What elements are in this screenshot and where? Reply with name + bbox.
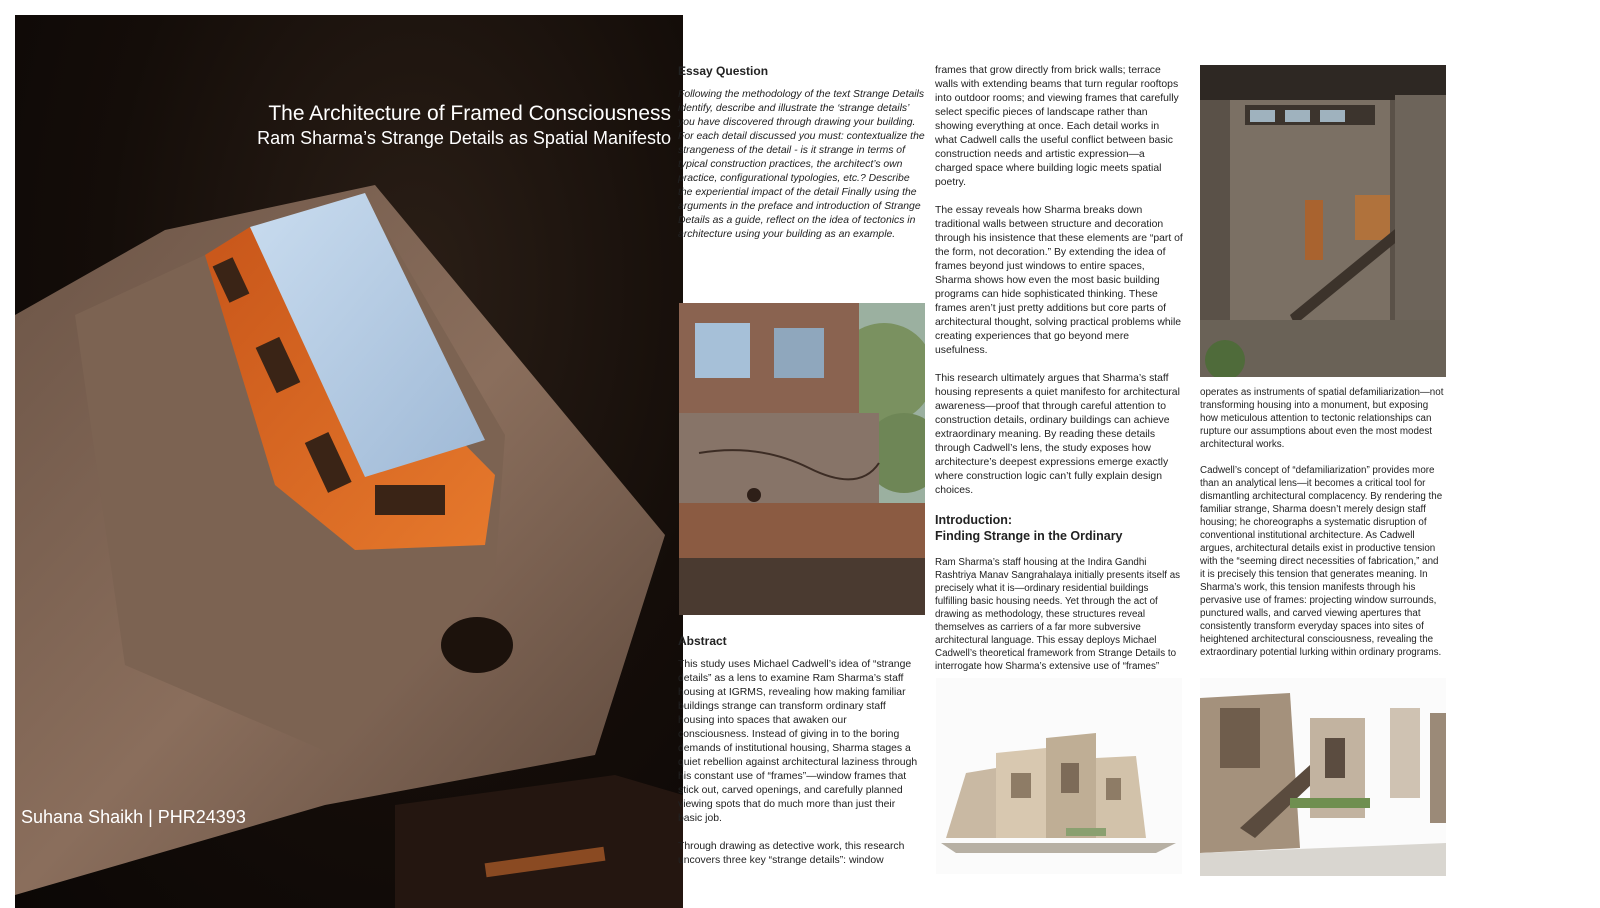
col2-paragraph-3: This research ultimately argues that Sharma’s staff housing represents a quiet manifesto for architectural awareness—proof that through careful attention to construction details, ordinary buildings can achieve extraordinary meaning. By reading these details through Cadwell’s lens, the study exposes how architecture’s deepest expressions emerge exactly where construction logic can’t fully explain design choices. xyxy=(935,373,1180,496)
column-2-text xyxy=(935,64,1183,687)
abstract-paragraph-1: This study uses Michael Cadwell’s idea of “strange details” as a lens to examine Ram Sharma’s staff housing at IGRMS, revealing how making familiar buildings strange can transform ordinary staff housing into spaces that awaken our consciousness. Instead of giving in to the boring demands of institutional housing, Sharma stages a quiet rebellion against architectural laziness through his constant use of “frames”—window frames that stick out, carved openings, and carefully planned viewing spots that do much more than just their basic job. xyxy=(678,659,918,824)
essay-question-block xyxy=(678,64,925,256)
introduction-heading xyxy=(935,512,1183,544)
cover-title-block xyxy=(257,101,671,149)
col3-paragraph-1: operates as instruments of spatial defamiliarization—not transforming housing into a monument, but exposing how meticulous attention to tectonic relationships can rupture our assumptions about even the most modest architectural works. xyxy=(1200,387,1444,450)
column-3-text xyxy=(1200,386,1446,673)
cover-title: The Architecture of Framed Consciousness xyxy=(268,102,671,125)
housing-model-render-2 xyxy=(1200,678,1446,876)
housing-model-render-1 xyxy=(936,678,1182,874)
abstract-heading: Abstract xyxy=(678,634,727,648)
introduction-heading-line-1: Introduction: xyxy=(935,513,1013,527)
abstract-paragraph-2: Through drawing as detective work, this research uncovers three key “strange details”: window xyxy=(678,841,905,866)
col3-paragraph-2: Cadwell’s concept of “defamiliarization” provides more than an analytical lens—it becomes a critical tool for dismantling architectural complacency. By rendering the familiar strange, Sharma doesn’t merely design staff housing; he choreographs a systematic disruption of conventional institutional architecture. As Cadwell argues, architectural details exist in productive tension with the “seeming direct necessities of fabrication,” and it is precisely this tension that generates meaning. In Sharma’s work, this tension manifests through his pervasive use of frames: projecting window surrounds, punctured walls, and carved viewing apertures that consistently transform everyday spaces into sites of heightened architectural consciousness, revealing the extraordinary potential lurking within ordinary programs. xyxy=(1200,465,1443,658)
essay-question-heading: Essay Question xyxy=(678,64,769,78)
cover-panel xyxy=(15,15,683,908)
introduction-heading-line-2: Finding Strange in the Ordinary xyxy=(935,529,1123,543)
essay-question-text: Following the methodology of the text Strange Details identify, describe and illustrate the ‘strange details’ you have discovered through drawing your building. For each detail discussed you must: contextualize the strangeness of the detail - is it strange in terms of typical construction practices, the architect’s own practice, configurational typologies, etc.? Describe the experiential impact of the detail Finally using the arguments in the preface and introduction of Strange Details as a guide, reflect on the idea of tectonics in architecture using your building as an example. xyxy=(678,89,925,240)
brick-facade-photo xyxy=(679,303,925,615)
col2-paragraph-2: The essay reveals how Sharma breaks down traditional walls between structure and decoration through his insistence that these elements are “part of the form, not decoration.” By extending the idea of frames beyond just windows to entire spaces, Sharma shows how even the most basic building programs can hide sophisticated thinking. These frames aren’t just pretty additions but core parts of architectural thought, solving practical problems while creating experiences that go beyond mere usefulness. xyxy=(935,205,1183,356)
col2-paragraph-4: Ram Sharma’s staff housing at the Indira Gandhi Rashtriya Manav Sangrahalaya initially presents itself as precisely what it is—ordinary residential buildings fulfilling basic housing needs. Yet through the act of drawing as methodology, these structures reveal themselves as carriers of a far more subversive architectural language. This essay deploys Michael Cadwell’s theoretical framework from Strange Details to interrogate how Sharma’s extensive use of “frames” xyxy=(935,557,1181,672)
author-credit: Suhana Shaikh | PHR24393 xyxy=(21,807,246,827)
staircase-courtyard-photo xyxy=(1200,65,1446,377)
col2-paragraph-1: frames that grow directly from brick walls; terrace walls with extending beams that turn regular rooftops into outdoor rooms; and viewing frames that carefully select specific pieces of landscape rather than showing everything at once. Each detail works in what Cadwell calls the useful conflict between basic construction needs and artistic expression—a charged space where building logic meets spatial poetry. xyxy=(935,65,1179,188)
abstract-block xyxy=(678,634,920,882)
cover-subtitle: Ram Sharma’s Strange Details as Spatial Manifesto xyxy=(257,128,671,148)
